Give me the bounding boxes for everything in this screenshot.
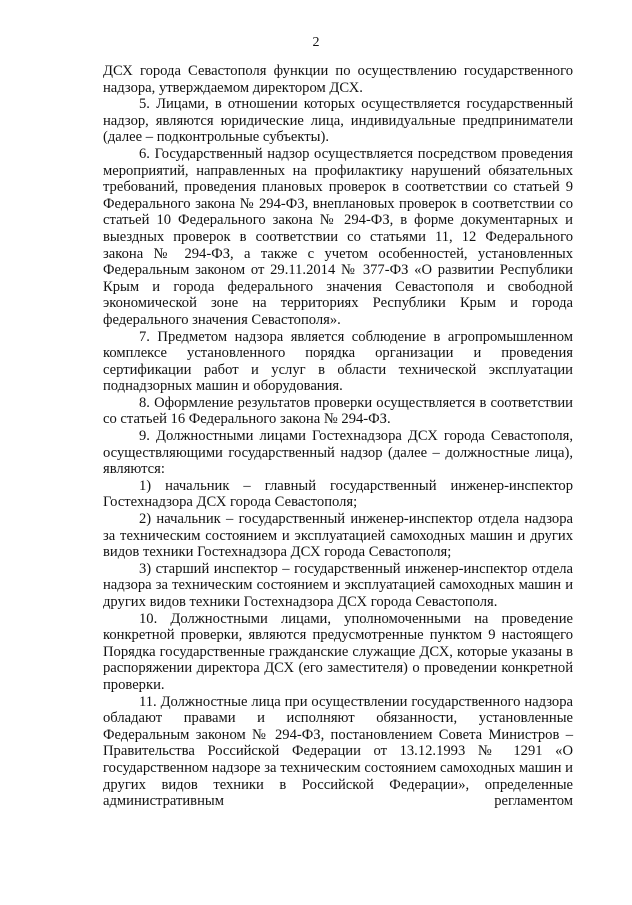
paragraph-7: 7. Предметом надзора является соблюдение в агропромышленном комплексе установленного порядка организации и проведения сертификации работ и услуг в области технической эксплуатации поднадзорных машин и оборудования.: [103, 328, 573, 395]
list-item-3: 3) старший инспектор – государственный инженер-инспектор отдела надзора за техническим состоянием и эксплуатацией самоходных машин и других видов техники Гостехнадзора ДСХ города Севастополя.: [103, 560, 573, 610]
document-body: [103, 63, 573, 810]
paragraph-8: 8. Оформление результатов проверки осуществляется в соответствии со статьей 16 Федерального закона № 294-ФЗ.: [103, 394, 573, 428]
paragraph-6: 6. Государственный надзор осуществляется посредством проведения мероприятий, направленных на профилактику нарушений обязательных требований, проведения плановых проверок в соответствии со статьей 9 Федерального закона № 294-ФЗ, внеплановых проверок в соответствии со статьей 10 Федерального закона № 294-ФЗ, в форме документарных и выездных проверок в соответствии со статьями 11, 12 Федерального закона № 294-ФЗ, а также с учетом особенностей, установленных Федеральным законом от 29.11.2014 № 377-ФЗ «О развитии Республики Крым и города федерального значения Севастополя и свободной экономической зоне на территориях Республики Крым и города федерального значения Севастополя».: [103, 145, 573, 328]
paragraph-5: 5. Лицами, в отношении которых осуществляется государственный надзор, являются юридические лица, индивидуальные предприниматели (далее – подконтрольные субъекты).: [103, 96, 573, 146]
page-number: 2: [312, 35, 320, 50]
paragraph-10: 10. Должностными лицами, уполномоченными на проведение конкретной проверки, являются предусмотренные пунктом 9 настоящего Порядка государственные гражданские служащие ДСХ, которые указаны в распоряжении директора ДСХ (его заместителя) о проведении конкретной проверки.: [103, 610, 573, 693]
paragraph-9: 9. Должностными лицами Гостехнадзора ДСХ города Севастополя, осуществляющими государственный надзор (далее – должностные лица), являются:: [103, 428, 573, 478]
paragraph-11: 11. Должностные лица при осуществлении государственного надзора обладают правами и исполняют обязанности, установленные Федеральным законом № 294-ФЗ, постановлением Совета Министров – Правительства Российской Федерации от 13.12.1993 № 1291 «О государственном надзоре за техническим состоянием самоходных машин и других видов техники в Российской Федерации», определенные административным регламентом: [103, 693, 573, 810]
list-item-1: 1) начальник – главный государственный инженер-инспектор Гостехнадзора ДСХ города Севастополя;: [103, 477, 573, 511]
paragraph-continuation: ДСХ города Севастополя функции по осуществлению государственного надзора, утверждаемом директором ДСХ.: [103, 63, 573, 96]
list-item-2: 2) начальник – государственный инженер-инспектор отдела надзора за техническим состоянием и эксплуатацией самоходных машин и других видов техники Гостехнадзора ДСХ города Севастополя;: [103, 511, 573, 561]
